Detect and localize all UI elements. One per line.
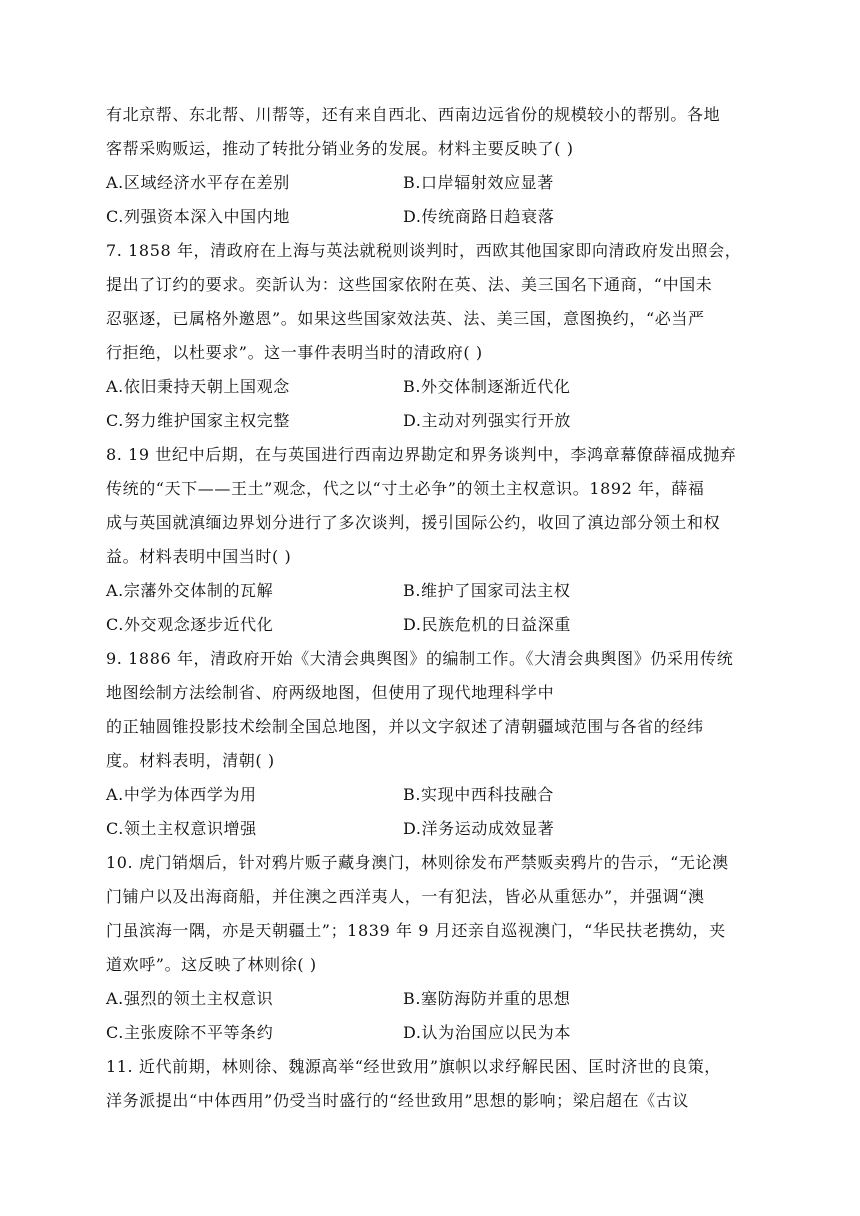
question-8 [106, 438, 778, 642]
question-7 [106, 234, 778, 438]
question-8-line-3: 成与英国就滇缅边界划分进行了多次谈判，援引国际公约，收回了滇边部分领土和权 [106, 513, 721, 532]
question-11-line-2: 洋务派提出“中体西用”仍受当时盛行的“经世致用”思想的影响；梁启超在《古议 [106, 1091, 689, 1110]
question-10 [106, 846, 778, 1050]
question-9-line-1: 9. 1886 年，清政府开始《大清会典舆图》的编制工作。《大清会典舆图》仍采用传统 [106, 649, 734, 668]
question-9-line-2: 地图绘制方法绘制省、府两级地图，但使用了现代地理科学中 [106, 683, 555, 702]
question-7-options-row-2 [106, 404, 778, 438]
question-11 [106, 1050, 778, 1118]
document-page [106, 98, 778, 1118]
question-8-line-4: 益。材料表明中国当时( ) [106, 547, 292, 566]
option-b: B.实现中西科技融合 [403, 785, 554, 804]
option-c: C.主张废除不平等条约 [106, 1023, 274, 1042]
question-9-line-4: 度。材料表明，清朝( ) [106, 751, 275, 770]
question-6-options-row-2 [106, 200, 778, 234]
question-8-line-2: 传统的“天下——王土”观念，代之以“寸土必争”的领土主权意识。1892 年，薛福 [106, 479, 705, 498]
option-c: C.列强资本深入中国内地 [106, 207, 290, 226]
question-8-options-row-1 [106, 574, 778, 608]
option-c: C.领土主权意识增强 [106, 819, 257, 838]
question-6 [106, 98, 778, 234]
question-11-line-1: 11. 近代前期，林则徐、魏源高举“经世致用”旗帜以求纾解民困、匡时济世的良策， [106, 1057, 721, 1076]
question-9-line-3: 的正轴圆锥投影技术绘制全国总地图，并以文字叙述了清朝疆域范围与各省的经纬 [106, 717, 704, 736]
option-a: A.区域经济水平存在差别 [106, 173, 290, 192]
question-10-line-2: 门铺户以及出海商船，并住澳之西洋夷人，一有犯法，皆必从重惩办”，并强调“澳 [106, 887, 705, 906]
question-10-options-row-1 [106, 982, 778, 1016]
option-b: B.口岸辐射效应显著 [403, 173, 554, 192]
option-a: A.宗藩外交体制的瓦解 [106, 581, 274, 600]
option-d: D.洋务运动成效显著 [403, 819, 555, 838]
option-a: A.依旧秉持天朝上国观念 [106, 377, 290, 396]
question-8-line-1: 8. 19 世纪中后期，在与英国进行西南边界勘定和界务谈判中，李鸿章幕僚薛福成抛弃 [106, 445, 737, 464]
option-d: D.认为治国应以民为本 [403, 1023, 571, 1042]
option-a: A.强烈的领土主权意识 [106, 989, 274, 1008]
question-10-line-3: 门虽滨海一隅，亦是天朝疆土”；1839 年 9 月还亲自巡视澳门，“华民扶老携幼，夹 [106, 921, 726, 940]
option-d: D.主动对列强实行开放 [403, 411, 571, 430]
question-10-line-4: 道欢呼”。这反映了林则徐( ) [106, 955, 317, 974]
question-7-line-2: 提出了订约的要求。奕訢认为：这些国家依附在英、法、美三国名下通商，“中国未 [106, 275, 713, 294]
question-8-options-row-2 [106, 608, 778, 642]
question-7-line-3: 忍驱逐，已属格外邀恩”。如果这些国家效法英、法、美三国，意图换约，“必当严 [106, 309, 705, 328]
question-9-options-row-2 [106, 812, 778, 846]
question-6-options-row-1 [106, 166, 778, 200]
option-d: D.民族危机的日益深重 [403, 615, 571, 634]
question-7-options-row-1 [106, 370, 778, 404]
option-b: B.塞防海防并重的思想 [403, 989, 571, 1008]
option-c: C.努力维护国家主权完整 [106, 411, 290, 430]
question-10-options-row-2 [106, 1016, 778, 1050]
question-10-line-1: 10. 虎门销烟后，针对鸦片贩子藏身澳门，林则徐发布严禁贩卖鸦片的告示，“无论澳 [106, 853, 729, 872]
option-c: C.外交观念逐步近代化 [106, 615, 274, 634]
question-9-options-row-1 [106, 778, 778, 812]
option-a: A.中学为体西学为用 [106, 785, 257, 804]
question-9 [106, 642, 778, 846]
option-d: D.传统商路日趋衰落 [403, 207, 555, 226]
option-b: B.维护了国家司法主权 [403, 581, 571, 600]
option-b: B.外交体制逐渐近代化 [403, 377, 571, 396]
question-6-line-1: 有北京帮、东北帮、川帮等，还有来自西北、西南边远省份的规模较小的帮别。各地 [106, 105, 721, 124]
question-6-line-2: 客帮采购贩运，推动了转批分销业务的发展。材料主要反映了( ) [106, 139, 574, 158]
question-7-line-1: 7. 1858 年，清政府在上海与英法就税则谈判时，西欧其他国家即向清政府发出照会， [106, 241, 742, 260]
question-7-line-4: 行拒绝，以杜要求”。这一事件表明当时的清政府( ) [106, 343, 483, 362]
